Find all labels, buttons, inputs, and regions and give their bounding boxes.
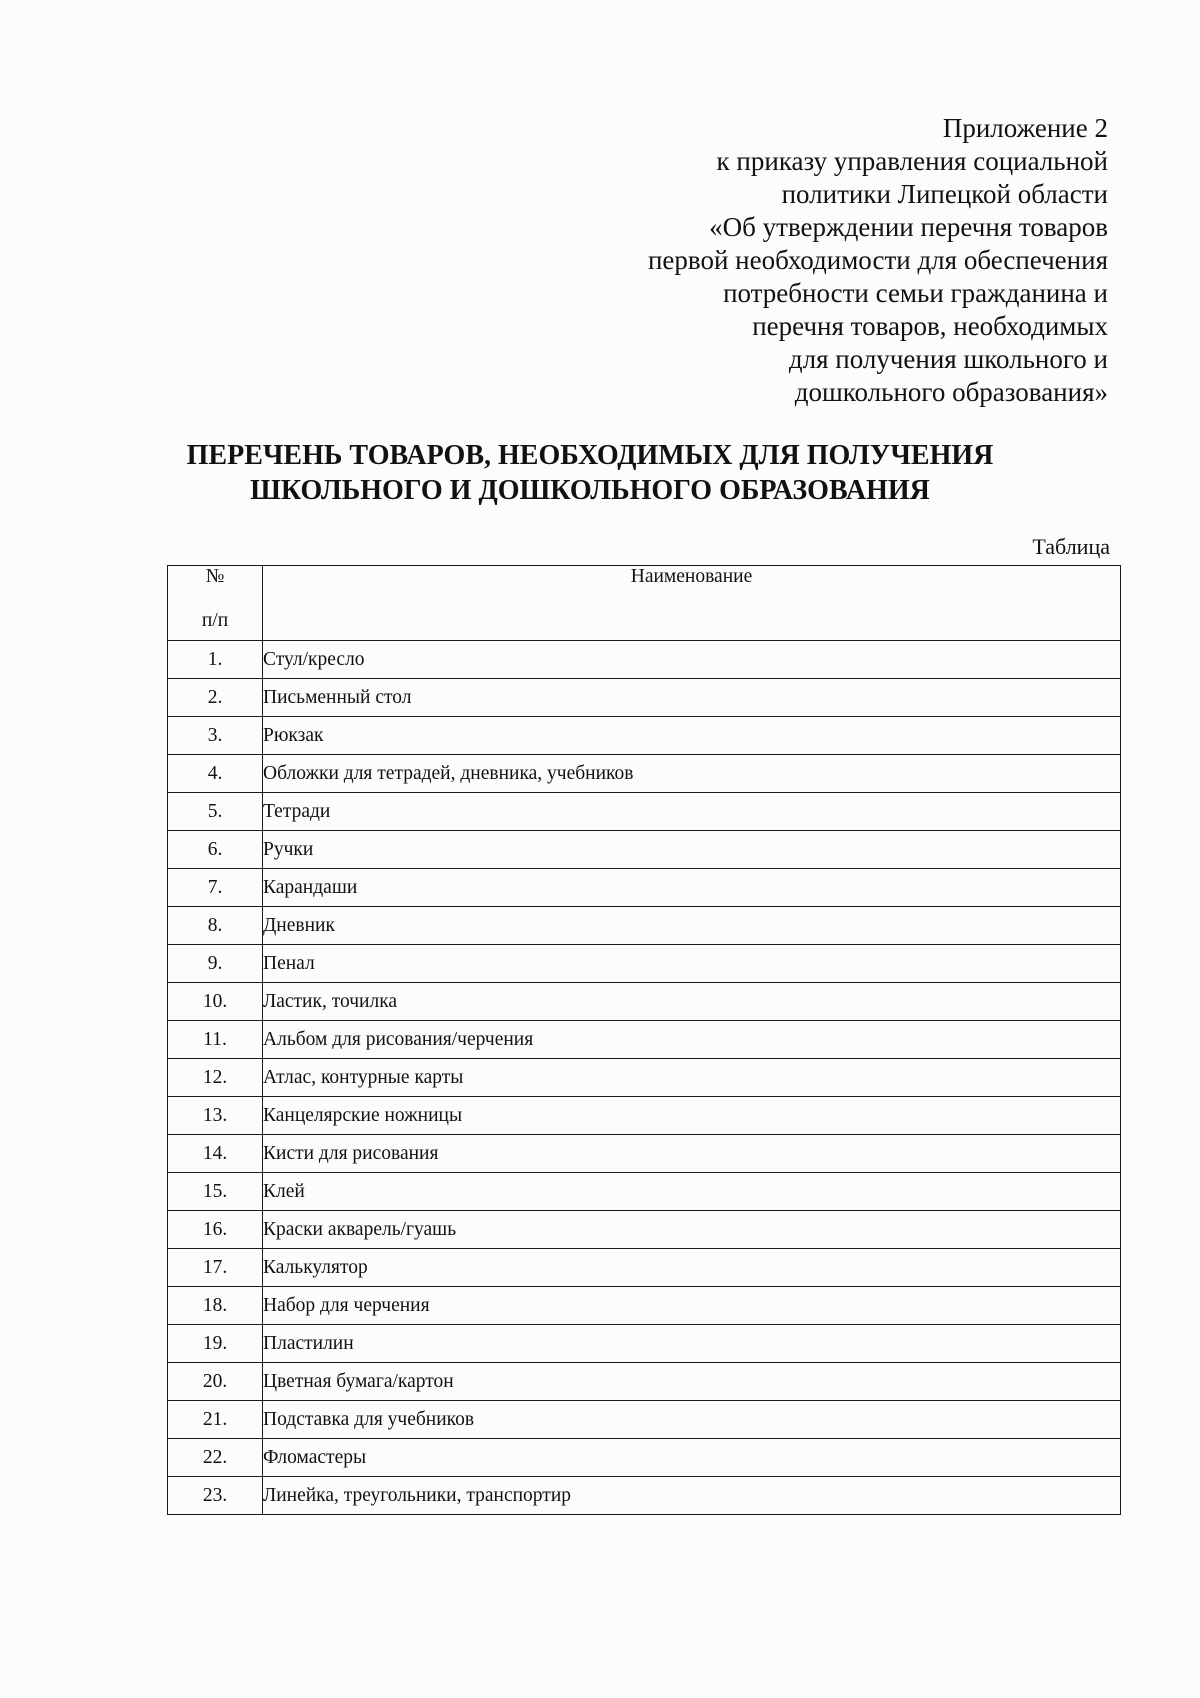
table-row: [168, 1325, 1121, 1363]
table-row: [168, 1477, 1121, 1515]
goods-table: [167, 565, 1121, 1515]
row-name-cell: Атлас, контурные карты: [263, 1059, 1121, 1097]
row-name-cell: Канцелярские ножницы: [263, 1097, 1121, 1135]
title-line: ПЕРЕЧЕНЬ ТОВАРОВ, НЕОБХОДИМЫХ ДЛЯ ПОЛУЧЕНИЯ: [186, 440, 994, 471]
row-number-cell: 16.: [168, 1211, 263, 1249]
row-name-cell: Стул/кресло: [263, 641, 1121, 679]
row-name-cell: Карандаши: [263, 869, 1121, 907]
row-number-cell: 6.: [168, 831, 263, 869]
row-name-cell: Альбом для рисования/черчения: [263, 1021, 1121, 1059]
row-number-cell: 18.: [168, 1287, 263, 1325]
table-row: [168, 1135, 1121, 1173]
annex-block: [548, 112, 1108, 409]
row-name-cell: Клей: [263, 1173, 1121, 1211]
row-number-cell: 20.: [168, 1363, 263, 1401]
row-number-cell: 3.: [168, 717, 263, 755]
row-number-cell: 23.: [168, 1477, 263, 1515]
table-row: [168, 1021, 1121, 1059]
table-row: [168, 679, 1121, 717]
row-name-cell: Пенал: [263, 945, 1121, 983]
row-number-cell: 4.: [168, 755, 263, 793]
header-name-cell: Наименование: [263, 566, 1121, 641]
row-name-cell: Кисти для рисования: [263, 1135, 1121, 1173]
row-number-cell: 9.: [168, 945, 263, 983]
table-row: [168, 831, 1121, 869]
table-row: [168, 1097, 1121, 1135]
title-line: ШКОЛЬНОГО И ДОШКОЛЬНОГО ОБРАЗОВАНИЯ: [250, 475, 930, 506]
table-row: [168, 1439, 1121, 1477]
table-row: [168, 1401, 1121, 1439]
table-row: [168, 1211, 1121, 1249]
annex-line: перечня товаров, необходимых: [752, 311, 1108, 341]
annex-line: политики Липецкой области: [781, 179, 1108, 209]
table-row: [168, 983, 1121, 1021]
table-row: [168, 907, 1121, 945]
row-number-cell: 13.: [168, 1097, 263, 1135]
row-name-cell: Рюкзак: [263, 717, 1121, 755]
row-number-cell: 17.: [168, 1249, 263, 1287]
row-number-cell: 19.: [168, 1325, 263, 1363]
annex-line: потребности семьи гражданина и: [723, 278, 1108, 308]
row-name-cell: Набор для черчения: [263, 1287, 1121, 1325]
row-name-cell: Пластилин: [263, 1325, 1121, 1363]
header-number-abbrev: п/п: [201, 610, 229, 631]
header-number-cell: [168, 566, 263, 641]
table-caption: Таблица: [1032, 534, 1110, 559]
annex-line: первой необходимости для обеспечения: [647, 245, 1108, 275]
row-name-cell: Дневник: [263, 907, 1121, 945]
table-body: [168, 641, 1121, 1515]
row-number-cell: 5.: [168, 793, 263, 831]
row-number-cell: 8.: [168, 907, 263, 945]
row-number-cell: 1.: [168, 641, 263, 679]
header-number-sign: №: [205, 566, 225, 587]
table-row: [168, 945, 1121, 983]
annex-line: для получения школьного и: [788, 344, 1108, 374]
row-name-cell: Ластик, точилка: [263, 983, 1121, 1021]
row-name-cell: Подставка для учебников: [263, 1401, 1121, 1439]
annex-line: Приложение 2: [942, 113, 1108, 143]
table-row: [168, 1059, 1121, 1097]
table-row: [168, 1363, 1121, 1401]
row-name-cell: Обложки для тетрадей, дневника, учебников: [263, 755, 1121, 793]
row-number-cell: 22.: [168, 1439, 263, 1477]
row-name-cell: Линейка, треугольники, транспортир: [263, 1477, 1121, 1515]
annex-line: дошкольного образования»: [794, 377, 1108, 407]
annex-line: к приказу управления социальной: [716, 146, 1108, 176]
annex-line: «Об утверждении перечня товаров: [709, 212, 1108, 242]
row-number-cell: 14.: [168, 1135, 263, 1173]
table-row: [168, 641, 1121, 679]
row-name-cell: Краски акварель/гуашь: [263, 1211, 1121, 1249]
table-row: [168, 793, 1121, 831]
table-row: [168, 717, 1121, 755]
document-title: [140, 438, 1040, 508]
table-row: [168, 755, 1121, 793]
row-name-cell: Тетради: [263, 793, 1121, 831]
row-name-cell: Фломастеры: [263, 1439, 1121, 1477]
table-row: [168, 1173, 1121, 1211]
table-row: [168, 869, 1121, 907]
row-number-cell: 21.: [168, 1401, 263, 1439]
table-row: [168, 1249, 1121, 1287]
row-name-cell: Цветная бумага/картон: [263, 1363, 1121, 1401]
row-name-cell: Ручки: [263, 831, 1121, 869]
table-row: [168, 1287, 1121, 1325]
table-header-row: [168, 566, 1121, 641]
row-number-cell: 12.: [168, 1059, 263, 1097]
row-name-cell: Калькулятор: [263, 1249, 1121, 1287]
row-number-cell: 15.: [168, 1173, 263, 1211]
row-number-cell: 11.: [168, 1021, 263, 1059]
row-number-cell: 10.: [168, 983, 263, 1021]
row-name-cell: Письменный стол: [263, 679, 1121, 717]
row-number-cell: 7.: [168, 869, 263, 907]
row-number-cell: 2.: [168, 679, 263, 717]
